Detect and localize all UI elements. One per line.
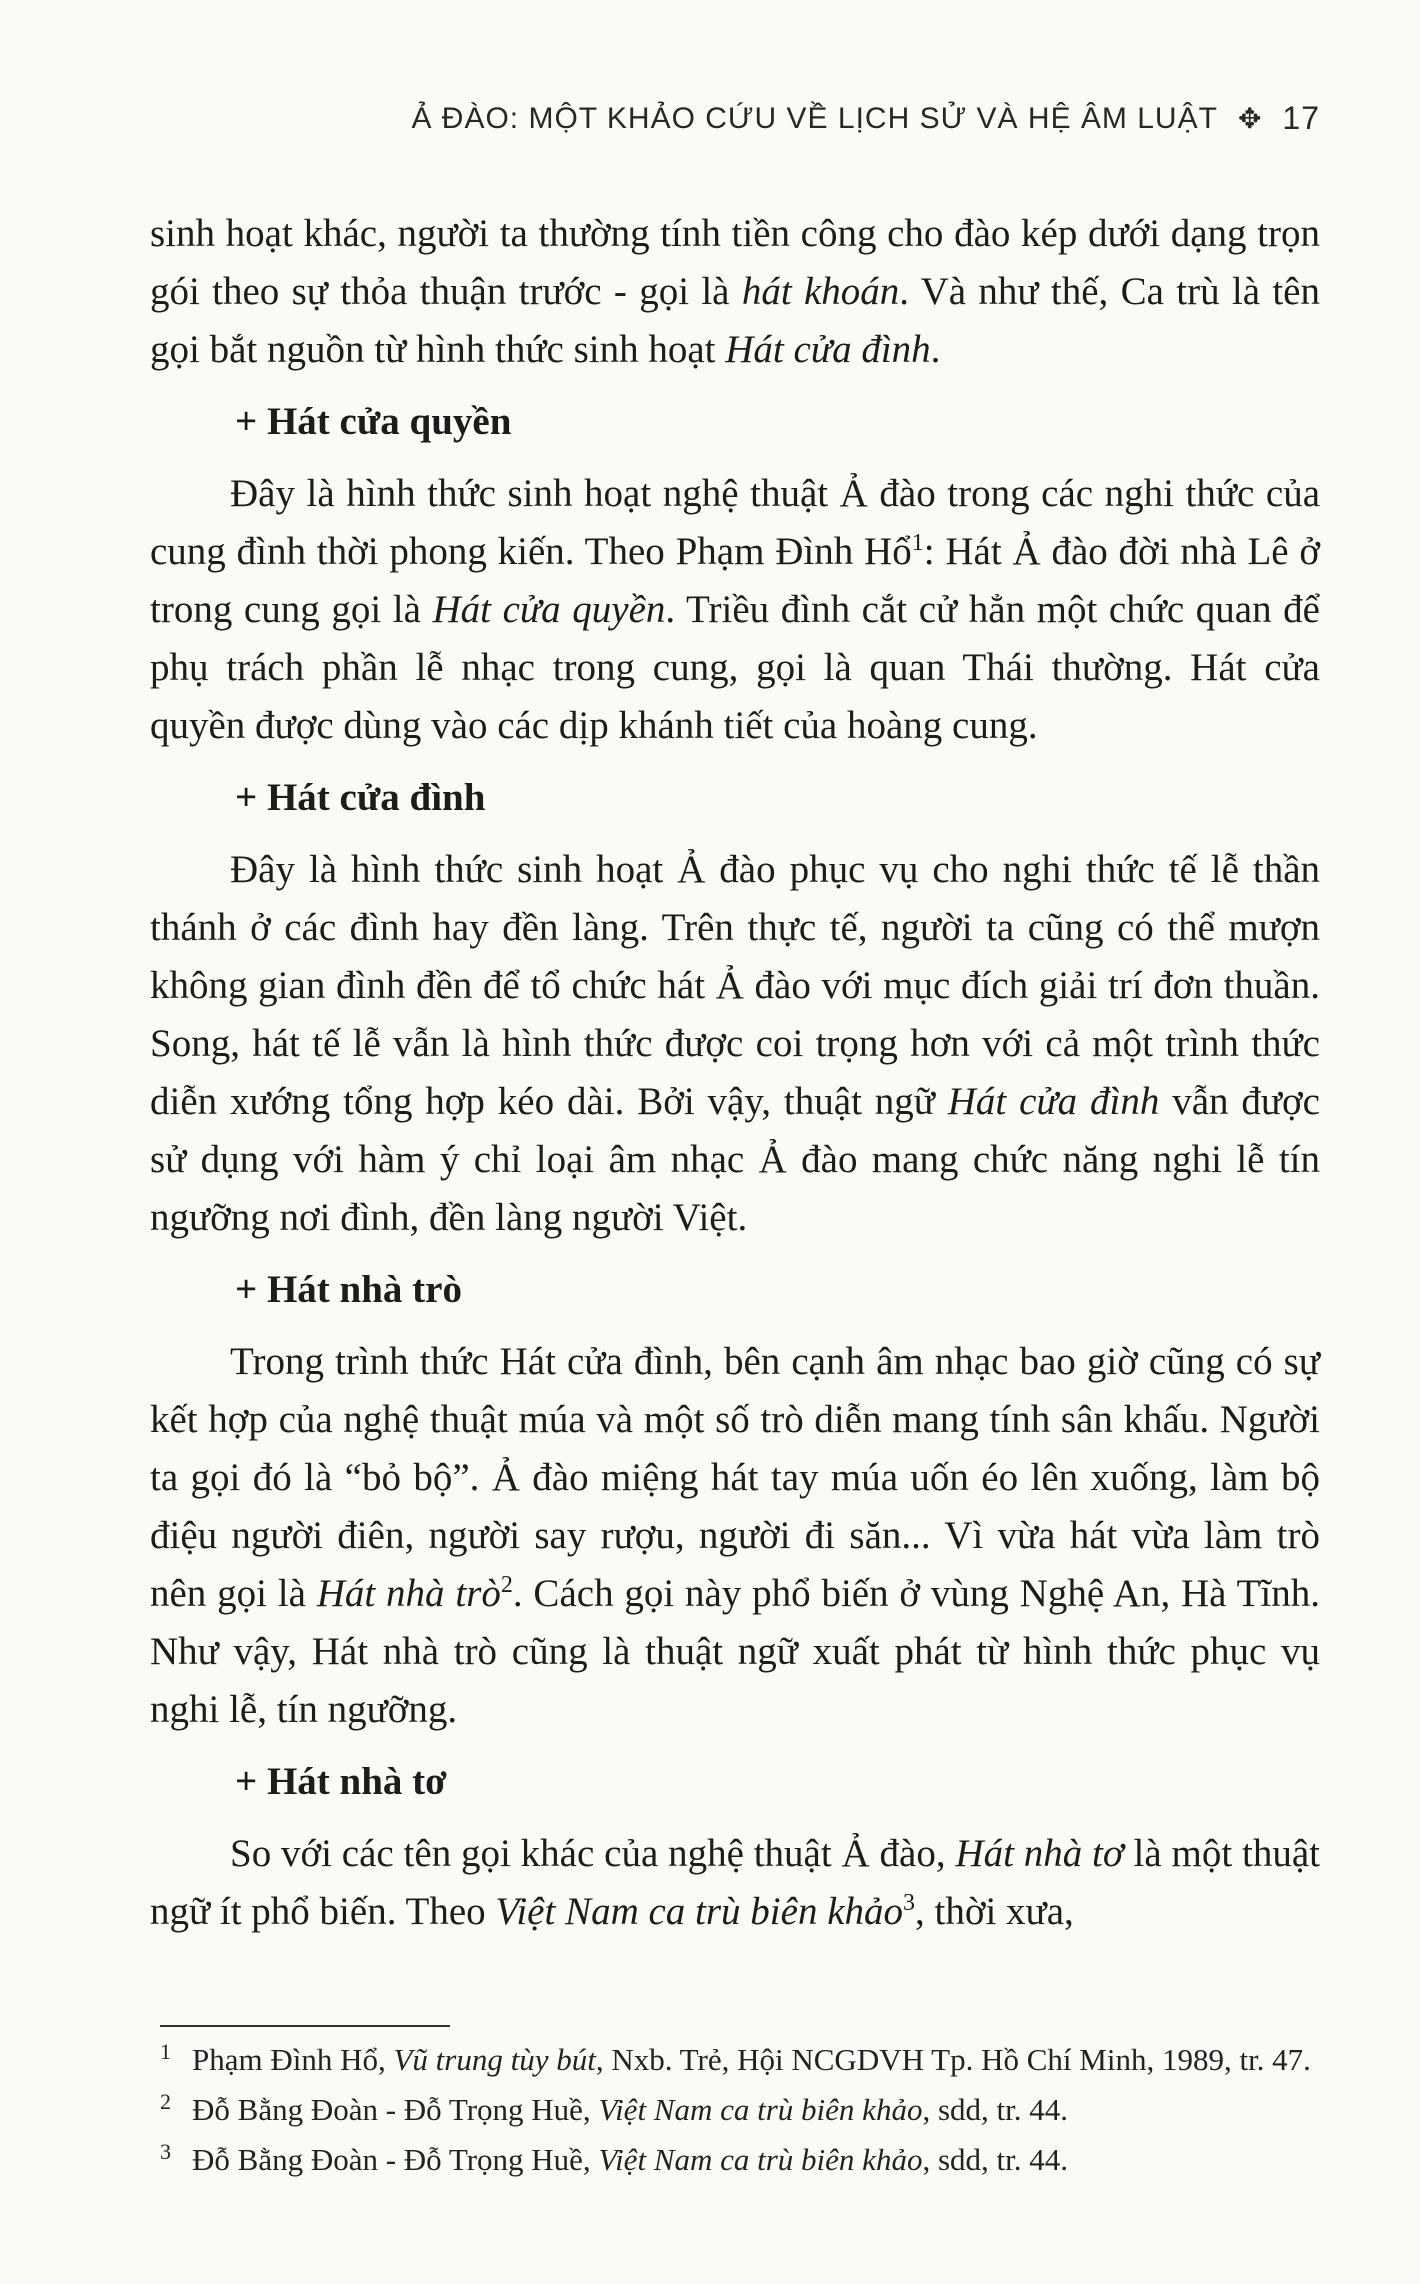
paragraph-2 xyxy=(150,465,1320,755)
footnote-3 xyxy=(160,2135,1340,2185)
footnote-number: 2 xyxy=(160,2089,171,2114)
text-run: So với các tên gọi khác của nghệ thuật Ả đào, xyxy=(230,1832,956,1875)
text-run: Trong trình thức Hát cửa đình, bên cạnh âm nhạc bao giờ cũng có sự kết hợp của nghệ thuật múa và một số trò diễn mang tính sân khấu. Người ta gọi đó là “bỏ bộ”. Ả đào miệng hát tay múa uốn éo lên xuống, làm bộ điệu người điên, người say rượu, người đi săn... Vì vừa hát vừa làm trò nên gọi là xyxy=(150,1340,1320,1615)
text-run: Đây là hình thức sinh hoạt Ả đào phục vụ cho nghi thức tế lễ thần thánh ở các đình hay đền làng. Trên thực tế, người ta cũng có thể mượn không gian đình đền để tổ chức hát Ả đào với mục đích giải trí đơn thuần. Song, hát tế lễ vẫn là hình thức được coi trọng hơn với cả một trình thức diễn xướng tổng hợp kéo dài. Bởi vậy, thuật ngữ xyxy=(150,848,1320,1123)
italic-term: hát khoán xyxy=(741,270,900,313)
text-run: , sdd, tr. 44. xyxy=(922,2092,1068,2127)
italic-term: Hát nhà tơ xyxy=(955,1832,1124,1875)
text-run: Đây là hình thức sinh hoạt nghệ thuật Ả đào trong các nghi thức của cung đình thời phong kiến. Theo Phạm Đình Hổ xyxy=(150,472,1320,573)
section-heading-hat-cua-dinh: + Hát cửa đình xyxy=(235,776,486,819)
text-run: là một thuật ngữ ít phổ biến. Theo xyxy=(150,1832,1320,1933)
section-heading-hat-nha-to: + Hát nhà tơ xyxy=(235,1760,447,1803)
running-title: Ả ĐÀO: MỘT KHẢO CỨU VỀ LỊCH SỬ VÀ HỆ ÂM LUẬT xyxy=(411,101,1218,135)
text-run: Phạm Đình Hổ, xyxy=(192,2042,394,2077)
footnote-1 xyxy=(160,2035,1340,2085)
section-heading-hat-nha-tro: + Hát nhà trò xyxy=(235,1268,462,1311)
page-number: 17 xyxy=(1282,100,1320,136)
footnotes xyxy=(160,2035,1340,2185)
footnote-ref-3[interactable]: 3 xyxy=(903,1890,916,1916)
text-run: , Nxb. Trẻ, Hội NCGDVH Tp. Hồ Chí Minh, 1989, tr. 47. xyxy=(595,2042,1311,2077)
italic-title: Việt Nam ca trù biên khảo xyxy=(598,2092,923,2127)
text-run: Đỗ Bằng Đoàn - Đỗ Trọng Huề, xyxy=(192,2092,599,2127)
italic-term: Hát cửa đình xyxy=(725,328,931,371)
text-run: , sdd, tr. 44. xyxy=(922,2142,1068,2177)
text-run: . Cách gọi này phổ biến ở vùng Nghệ An, Hà Tĩnh. Như vậy, Hát nhà trò cũng là thuật ngữ xuất phát từ hình thức phục vụ nghi lễ, tín ngưỡng. xyxy=(150,1572,1321,1731)
text-run: : Hát Ả đào đời nhà Lê ở trong cung gọi là xyxy=(150,530,1321,631)
footnote-2 xyxy=(160,2085,1340,2135)
footnote-ref-2[interactable]: 2 xyxy=(500,1572,513,1598)
italic-title: Vũ trung tùy bút xyxy=(393,2042,596,2077)
text-run: sinh hoạt khác, người ta thường tính tiền công cho đào kép dưới dạng trọn gói theo sự thỏa thuận trước - gọi là xyxy=(150,212,1320,313)
italic-term: Việt Nam ca trù biên khảo xyxy=(495,1890,904,1933)
text-run: vẫn được sử dụng với hàm ý chỉ loại âm nhạc Ả đào mang chức năng nghi lễ tín ngưỡng nơi đình, đền làng người Việt. xyxy=(150,1080,1320,1239)
footnote-number: 1 xyxy=(160,2039,171,2064)
italic-term: Hát nhà trò xyxy=(316,1572,501,1615)
paragraph-5 xyxy=(150,1825,1320,1941)
body-text xyxy=(150,205,1320,1941)
italic-term: Hát cửa quyền xyxy=(432,588,666,631)
italic-term: Hát cửa đình xyxy=(947,1080,1160,1123)
ornament-icon: ✥ xyxy=(1237,103,1263,134)
footnote-number: 3 xyxy=(160,2139,171,2164)
text-run: , thời xưa, xyxy=(915,1890,1074,1933)
paragraph-1 xyxy=(150,205,1320,379)
text-run: . xyxy=(930,328,941,371)
paragraph-4 xyxy=(150,1333,1320,1739)
paragraph-3 xyxy=(150,841,1320,1247)
text-run: . Và như thế, Ca trù là tên gọi bắt nguồn từ hình thức sinh hoạt xyxy=(150,270,1320,371)
section-heading-hat-cua-quyen: + Hát cửa quyền xyxy=(235,400,512,443)
running-head xyxy=(411,100,1320,137)
italic-title: Việt Nam ca trù biên khảo xyxy=(598,2142,923,2177)
text-run: . Triều đình cắt cử hẳn một chức quan để phụ trách phần lễ nhạc trong cung, gọi là quan Thái thường. Hát cửa quyền được dùng vào các dịp khánh tiết của hoàng cung. xyxy=(150,588,1320,747)
text-run: Đỗ Bằng Đoàn - Đỗ Trọng Huề, xyxy=(192,2142,599,2177)
footnote-ref-1[interactable]: 1 xyxy=(911,530,924,556)
footnote-divider xyxy=(160,2025,450,2027)
